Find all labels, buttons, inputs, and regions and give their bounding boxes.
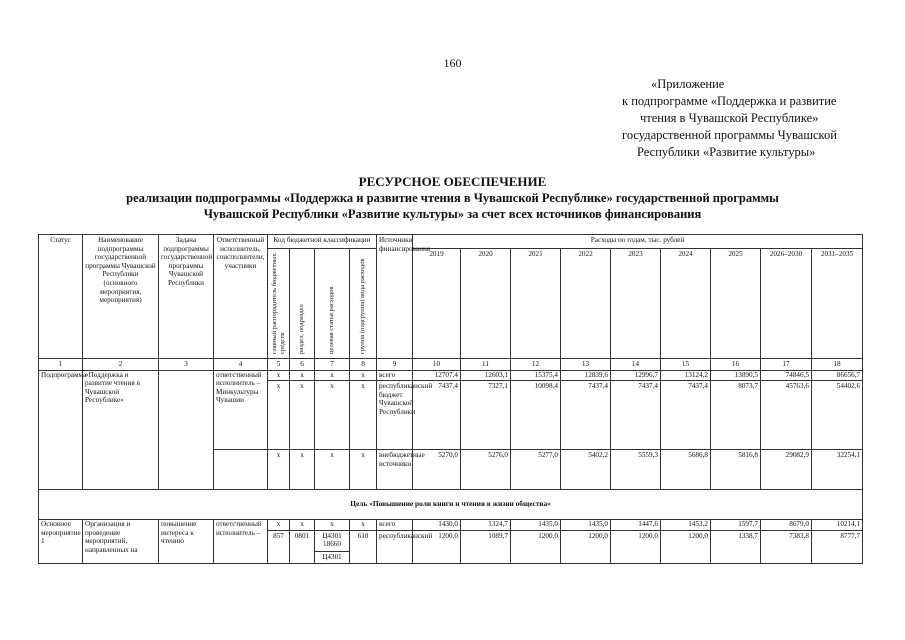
source-cell: всего <box>377 520 413 531</box>
header-year: 2022 <box>561 249 611 359</box>
header-year: 2019 <box>413 249 461 359</box>
value-cell: 10214,1 <box>812 520 863 531</box>
value-cell: 29082,9 <box>761 450 812 490</box>
header-name: Наименование подпрограммы государственной программы Чувашской Республики (основного мероприятия, мероприятия) <box>83 235 159 359</box>
value-cell: 7437,4 <box>611 381 661 450</box>
appendix-line: «Приложение <box>651 77 725 91</box>
code-cell: x <box>315 520 350 531</box>
page-number: 160 <box>443 56 462 70</box>
appendix-line: государственной программы Чувашской <box>622 128 837 142</box>
code-cell: 857 <box>268 530 290 563</box>
value-cell: 8073,7 <box>711 381 761 450</box>
col-number: 3 <box>159 359 214 371</box>
header-responsible: Ответственный исполнитель, соисполнители, участники <box>214 235 268 359</box>
appendix-line: к подпрограмме «Поддержка и развитие <box>622 94 837 108</box>
value-cell: 1435,0 <box>561 520 611 531</box>
column-number-row <box>39 359 863 371</box>
value-cell: 8777,7 <box>812 530 863 563</box>
code-cell: x <box>290 370 315 381</box>
code-cell: 0801 <box>290 530 315 563</box>
value-cell: 5277,0 <box>511 450 561 490</box>
header-year: 2025 <box>711 249 761 359</box>
header-code-col: целевая статья расходов <box>315 249 350 359</box>
source-cell: внебюджетные источники <box>377 450 413 490</box>
value-cell: 7383,8 <box>761 530 812 563</box>
header-source: Источники финансирования <box>377 235 413 359</box>
header-budget-code: Код бюджетной классификации <box>268 235 377 249</box>
resource-table <box>38 234 863 564</box>
value-cell: 1200,0 <box>661 530 711 563</box>
value-cell: 5402,2 <box>561 450 611 490</box>
row-responsible: ответственный исполнитель – Минкультуры Чувашии <box>214 370 268 450</box>
value-cell: 12603,1 <box>461 370 511 381</box>
value-cell: 5816,8 <box>711 450 761 490</box>
col-number: 8 <box>350 359 377 371</box>
source-cell: республиканский <box>377 530 413 563</box>
value-cell: 74846,5 <box>761 370 812 381</box>
value-cell: 54402,6 <box>812 381 863 450</box>
value-cell: 7437,4 <box>661 381 711 450</box>
row-task <box>159 370 214 490</box>
value-cell: 1089,7 <box>461 530 511 563</box>
row-name: Организация и проведение мероприятий, направленных на <box>83 520 159 563</box>
value-cell: 13890,5 <box>711 370 761 381</box>
col-number: 1 <box>39 359 83 371</box>
header-year: 2024 <box>661 249 711 359</box>
code-cell: x <box>350 520 377 531</box>
table-row <box>39 370 863 381</box>
value-cell: 1200,0 <box>511 530 561 563</box>
code-value: Ц4301 <box>315 551 349 562</box>
col-number: 12 <box>511 359 561 371</box>
value-cell: 7437,4 <box>413 381 461 450</box>
col-number: 2 <box>83 359 159 371</box>
header-year: 2023 <box>611 249 661 359</box>
document-title: РЕСУРСНОЕ ОБЕСПЕЧЕНИЕ <box>358 174 547 189</box>
value-cell: 7327,1 <box>461 381 511 450</box>
value-cell: 15375,4 <box>511 370 561 381</box>
header-code-col: главный распорядитель бюджетных средств <box>268 249 290 359</box>
col-number: 14 <box>611 359 661 371</box>
code-cell: x <box>350 370 377 381</box>
table-row <box>39 520 863 531</box>
value-cell: 1200,0 <box>561 530 611 563</box>
value-cell: 86656,7 <box>812 370 863 381</box>
code-cell: x <box>290 520 315 531</box>
row-status: Подпрограмма <box>39 370 83 490</box>
header-year: 2031–2035 <box>812 249 863 359</box>
col-number: 15 <box>661 359 711 371</box>
value-cell: 7437,4 <box>561 381 611 450</box>
value-cell: 45763,6 <box>761 381 812 450</box>
value-cell: 32254,1 <box>812 450 863 490</box>
header-expenses: Расходы по годам, тыс. рублей <box>413 235 863 249</box>
code-cell: x <box>350 450 377 490</box>
col-number: 5 <box>268 359 290 371</box>
row-name: «Поддержка и развитие чтения в Чувашской Республике» <box>83 370 159 490</box>
col-number: 13 <box>561 359 611 371</box>
value-cell: 5686,8 <box>661 450 711 490</box>
value-cell: 1453,2 <box>661 520 711 531</box>
value-cell: 5270,0 <box>413 450 461 490</box>
code-cell: x <box>315 450 350 490</box>
col-number: 6 <box>290 359 315 371</box>
header-task: Задача подпрограммы государственной программы Чувашской Республики <box>159 235 214 359</box>
value-cell: 13124,2 <box>661 370 711 381</box>
code-cell: x <box>268 381 290 450</box>
code-cell: x <box>268 370 290 381</box>
document-subtitle: Чувашской Республики «Развитие культуры» за счет всех источников финансирования <box>203 207 702 221</box>
col-number: 7 <box>315 359 350 371</box>
row-status: Основное мероприятие 1 <box>39 520 83 563</box>
code-cell: x <box>315 370 350 381</box>
value-cell: 12996,7 <box>611 370 661 381</box>
col-number: 16 <box>711 359 761 371</box>
header-year: 2020 <box>461 249 511 359</box>
value-cell: 1324,7 <box>461 520 511 531</box>
code-cell: x <box>268 450 290 490</box>
code-cell: x <box>290 381 315 450</box>
code-cell <box>315 530 350 563</box>
value-cell: 12839,6 <box>561 370 611 381</box>
goal-row <box>39 490 863 520</box>
source-cell: республиканский бюджет Чувашской Республики <box>377 381 413 450</box>
col-number: 10 <box>413 359 461 371</box>
row-task: повышение интереса к чтению <box>159 520 214 563</box>
header-status: Статус <box>39 235 83 359</box>
code-cell: 610 <box>350 530 377 563</box>
col-number: 11 <box>461 359 511 371</box>
col-number: 9 <box>377 359 413 371</box>
value-cell: 5276,0 <box>461 450 511 490</box>
col-number: 4 <box>214 359 268 371</box>
header-year: 2021 <box>511 249 561 359</box>
value-cell: 5559,3 <box>611 450 661 490</box>
value-cell: 1200,0 <box>413 530 461 563</box>
col-number: 17 <box>761 359 812 371</box>
col-number: 18 <box>812 359 863 371</box>
code-cell: x <box>350 381 377 450</box>
appendix-line: Республики «Развитие культуры» <box>637 145 816 159</box>
code-cell: x <box>315 381 350 450</box>
code-cell: x <box>290 450 315 490</box>
header-year: 2026–2030 <box>761 249 812 359</box>
value-cell: 1435,0 <box>511 520 561 531</box>
row-responsible <box>214 450 268 490</box>
code-cell: x <box>268 520 290 531</box>
value-cell: 1447,6 <box>611 520 661 531</box>
appendix-line: чтения в Чувашской Республике» <box>640 111 819 125</box>
header-code-col: раздел, подраздел <box>290 249 315 359</box>
value-cell: 1597,7 <box>711 520 761 531</box>
value-cell: 12707,4 <box>413 370 461 381</box>
document-subtitle: реализации подпрограммы «Поддержка и развитие чтения в Чувашской Республике» государственной программы <box>126 191 779 205</box>
value-cell: 1430,0 <box>413 520 461 531</box>
value-cell: 8679,0 <box>761 520 812 531</box>
header-code-col: группа (подгруппа) вида расходов <box>350 249 377 359</box>
value-cell: 10098,4 <box>511 381 561 450</box>
value-cell: 1200,0 <box>611 530 661 563</box>
row-responsible: ответственный исполнитель – <box>214 520 268 563</box>
code-value: Ц4301 18660 <box>322 531 342 549</box>
goal-text: Цель «Повышение роли книги и чтения в жизни общества» <box>39 490 863 520</box>
source-cell: всего <box>377 370 413 381</box>
value-cell: 1338,7 <box>711 530 761 563</box>
